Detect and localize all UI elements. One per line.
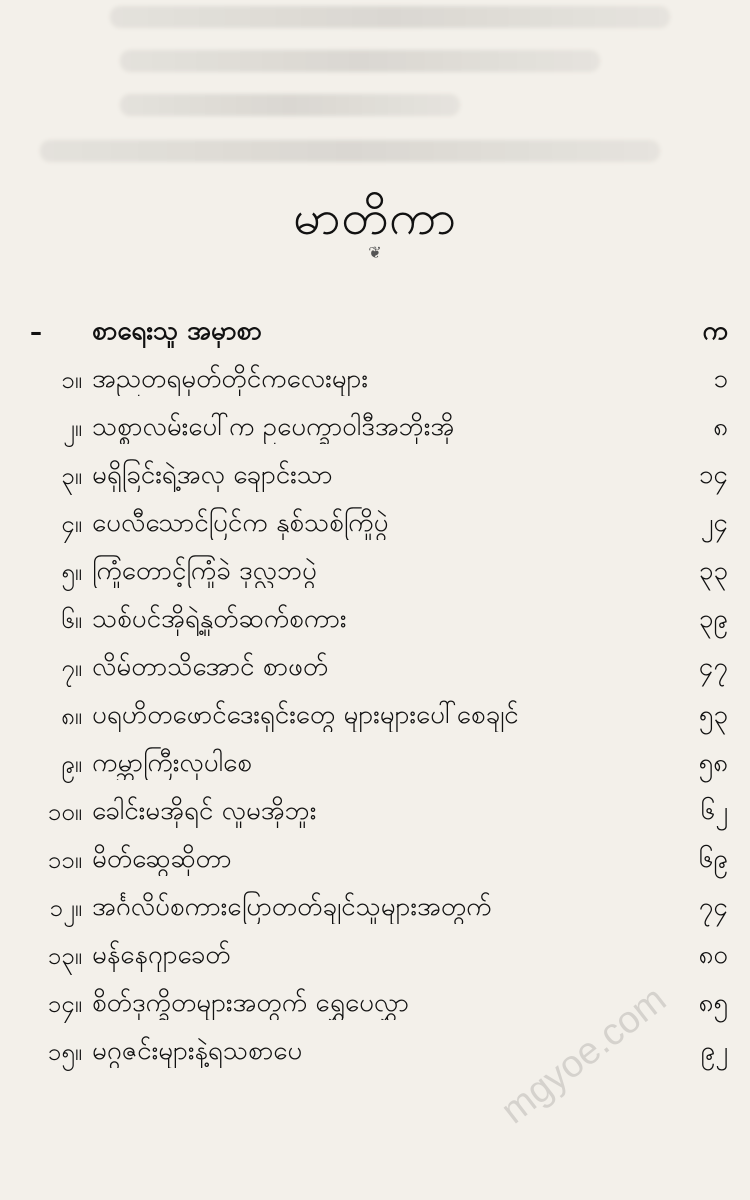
toc-row <box>0 740 750 788</box>
toc-page-number: ၈ <box>713 412 728 442</box>
toc-title: သစ္စာလမ်းပေါ်က ဥပေက္ခာဝါဒီအဘိုးအို <box>92 412 455 442</box>
toc-row <box>0 500 750 548</box>
toc-page-number: ၁၄ <box>698 460 728 490</box>
toc-title: မန်နေဂျာခေတ် <box>92 940 231 970</box>
toc-number: ၁၃။ <box>47 942 82 970</box>
toc-number: ၇။ <box>61 654 82 682</box>
bleed-line <box>120 50 600 72</box>
toc-title: ကမ္ဘာကြီးလှပါစေ <box>92 748 252 778</box>
toc-row <box>0 404 750 452</box>
toc-row <box>0 356 750 404</box>
toc-row <box>0 548 750 596</box>
previous-page-bleed-through <box>0 0 750 190</box>
bleed-line <box>110 6 670 28</box>
toc-page-number: ၃၃ <box>698 556 728 586</box>
toc-number: ၁၂။ <box>49 894 82 922</box>
toc-row-preface <box>0 308 750 356</box>
toc-row <box>0 788 750 836</box>
toc-row <box>0 644 750 692</box>
toc-page-number: က <box>702 316 728 346</box>
page-title: မာတိကာ <box>293 190 457 246</box>
toc-title: လိမ်တာသိအောင် စာဖတ် <box>92 652 329 682</box>
toc-number: ၄။ <box>61 510 82 538</box>
toc-number: ၅။ <box>61 558 82 586</box>
toc-title: မဂ္ဂဇင်းများနဲ့ရသစာပေ <box>92 1036 303 1066</box>
toc-title: မိတ်ဆွေဆိုတာ <box>92 844 232 874</box>
toc-page-number: ၆၂ <box>700 796 728 826</box>
toc-title: အညတရမှတ်တိုင်ကလေးများ <box>92 364 368 394</box>
toc-page-number: ၇၄ <box>698 892 728 922</box>
bleed-line <box>120 94 460 116</box>
toc-row <box>0 884 750 932</box>
toc-number: ၃။ <box>61 462 82 490</box>
toc-title: သစ်ပင်အိုရဲ့နှုတ်ဆက်စကား <box>92 604 347 634</box>
toc-title: ပရဟိတဖောင်ဒေးရှင်းတွေ များများပေါ်စေချင် <box>92 700 519 730</box>
toc-row <box>0 596 750 644</box>
toc-page-number: ၈၀ <box>698 940 728 970</box>
toc-number: – <box>30 318 42 346</box>
toc-row <box>0 932 750 980</box>
toc-page-number: ၉၂ <box>700 1036 728 1066</box>
toc-title: ပေလီသောင်ပြင်က နှစ်သစ်ကြိုပွဲ <box>92 508 389 538</box>
toc-number: ၈။ <box>61 702 82 730</box>
toc-number: ၁၄။ <box>47 990 82 1018</box>
toc-number: ၁၀။ <box>47 798 82 826</box>
toc-title: ခေါင်းမအိုရင် လူမအိုဘူး <box>92 796 317 826</box>
watermark: mgyoe.com <box>493 978 675 1133</box>
toc-row <box>0 836 750 884</box>
toc-title: ကြုံတောင့်ကြုံခဲ ဒုလ္လဘပွဲ <box>92 556 317 586</box>
toc-title: စာရေးသူ အမှာစာ <box>92 316 262 346</box>
bleed-line <box>40 140 660 162</box>
toc-number: ၁၅။ <box>47 1038 82 1066</box>
table-of-contents <box>0 308 750 1076</box>
toc-page-number: ၅၈ <box>698 748 728 778</box>
toc-row <box>0 452 750 500</box>
toc-page-number: ၁ <box>713 364 728 394</box>
toc-number: ၉။ <box>61 750 82 778</box>
toc-page-number: ၈၅ <box>698 988 728 1018</box>
toc-title: စိတ်ဒုက္ခိတများအတွက် ရွှေပေလွှာ <box>92 988 409 1018</box>
toc-title: မရှိခြင်းရဲ့အလှ ချောင်းသာ <box>92 460 333 490</box>
flower-ornament-icon: ❦ <box>368 243 382 262</box>
toc-page-number: ၃၉ <box>698 604 728 634</box>
toc-page-number: ၂၄ <box>700 508 728 538</box>
toc-title: အင်္ဂလိပ်စကားပြောတတ်ချင်သူများအတွက် <box>92 892 492 922</box>
toc-page-number: ၄၇ <box>698 652 728 682</box>
toc-number: ၂။ <box>62 414 82 442</box>
toc-number: ၆။ <box>61 606 82 634</box>
toc-page-number: ၆၉ <box>698 844 728 874</box>
toc-row <box>0 692 750 740</box>
toc-number: ၁၁။ <box>47 846 82 874</box>
toc-number: ၁။ <box>61 366 82 394</box>
toc-page-number: ၅၃ <box>698 700 728 730</box>
